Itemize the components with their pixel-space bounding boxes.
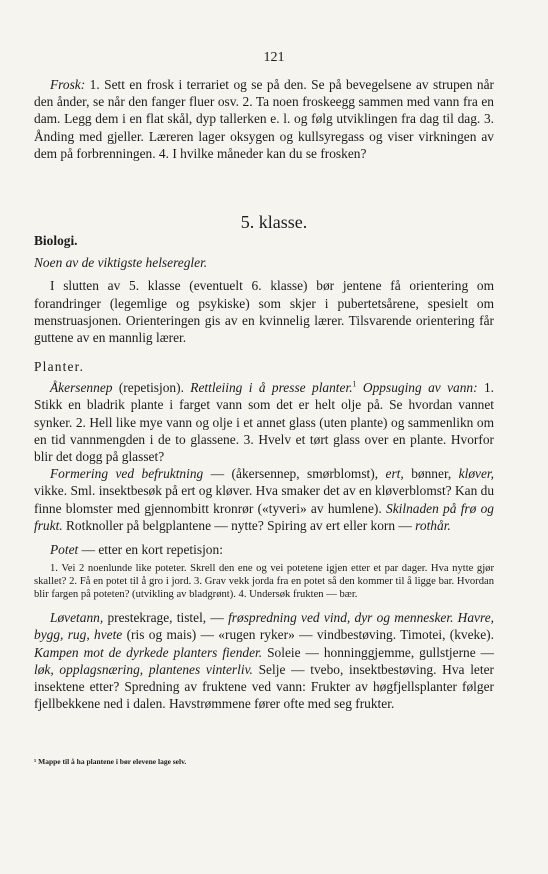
akersennep-term: Åkersennep	[50, 380, 113, 396]
potet-paragraph	[34, 541, 494, 558]
akersennep-text-1: (repetisjon).	[112, 380, 191, 396]
lovetann-text-1: prestekrage, tistel, —	[103, 610, 229, 626]
lovetann-text-2: (ris og mais) — «rugen ryker» — vindbestøving. Timotei, (kveke).	[122, 627, 494, 643]
footnote-ref: 1	[352, 379, 357, 389]
formering-paragraph	[34, 465, 494, 534]
akersennep-paragraph	[34, 379, 494, 465]
planter-heading: Planter.	[34, 359, 85, 374]
oppsuging-term: Oppsuging av vann:	[356, 380, 478, 396]
kampen-term: Kampen mot de dyrkede planters fiender.	[34, 644, 263, 660]
lok-term: løk, opplagsnæring, plantenes vinterliv.	[34, 661, 253, 677]
lovetann-paragraph	[34, 609, 494, 712]
frosk-label: Frosk:	[50, 77, 86, 92]
klover-term: kløver,	[458, 466, 494, 482]
frosk-paragraph	[34, 76, 494, 162]
formering-text-1: — (åkersennep, smørblomst),	[203, 466, 386, 482]
rettleiing-term: Rettleiing i å presse planter.	[190, 380, 353, 396]
formering-text-4: Rotknoller på belgplantene — nytte? Spiring av ert eller korn —	[62, 517, 416, 533]
helse-heading: Noen av de viktigste helseregler.	[34, 255, 208, 271]
formering-text-3: vikke. Sml. insektbesøk på ert og kløver. Hva smaker det av en kløverblomst? Kan du finne blomster med gjennombitt kronrør («tyveri» av humlene).	[34, 483, 495, 516]
lovetann-term: Løvetann,	[50, 610, 104, 626]
akersennep-text-2: 1. Stikk en bladrik plante i farget vann som det er helt olje på. Se hvordan vannet synker. 2. Hell like mye vann og olje i et annet glass (uten plante) og sammenlikn om en tid vannmengden i de to glassene. 3. Hvelv et tørt glass over en plante. Hvorfor blir det dogg på glasset?	[34, 380, 494, 465]
section-title: 5. klasse.	[240, 212, 308, 232]
frosk-text: 1. Sett en frosk i terrariet og se på den. Se på bevegelsene av strupen når den ånder, se når den fanger fluer osv. 2. Ta noen froskeegg sammen med vann fra en dam. Legg dem i en flat skål, dyp tallerken e. l. og følg utviklingen fra dag til dag. 3. Ånding med gjeller. Læreren lager oksygen og kullsyregass og viser virkningen av dem på forbrenningen. 4. I hvilke måneder kan du se frosken?	[34, 77, 494, 161]
formering-term: Formering ved befruktning	[50, 466, 204, 482]
lovetann-text-4: Selje — tvebo, insektbestøving. Hva leter insektene etter? Spredning av fruktene ved vann: Frukter av høgfjellsplanter følger fjellbekkene ned i dalen. Havstrømmene fører ofte med seg frukter.	[34, 661, 495, 712]
page-number: 121	[263, 50, 285, 65]
planter-block	[34, 358, 494, 712]
lovetann-text-3: Soleie — honninggjemme, gullstjerne —	[262, 644, 495, 660]
skilnaden-term: Skilnaden på frø og frukt.	[34, 500, 494, 533]
helse-text: I slutten av 5. klasse (eventuelt 6. klasse) bør jentene få orientering om forandringer (legemlige og psykiske) som skjer i pubertetsårene, spesielt om menstruasjonen. Orienteringen gis av en kvinnelig lærer. Tilsvarende orientering får guttene av en mannlig lærer.	[34, 278, 494, 346]
rothar-term: rothår.	[415, 517, 451, 533]
frospredning-term: frøspredning ved vind, dyr og mennesker. Havre, bygg, rug, hvete	[34, 610, 494, 643]
biologi-block	[34, 232, 494, 346]
potet-list: 1. Vei 2 noenlunde like poteter. Skrell den ene og vei potetene igjen etter et par dager. Hva nytte gjør skallet? 2. Få en potet til å gro i jord. 3. Grav vekk jorda fra en potet så den kommer til å ligge bar. Hvordan blir fargen på poteten? (utvikling av bladgrønt). 4. Undersøk frukten — bær.	[34, 563, 494, 601]
potet-text: — etter en kort repetisjon:	[78, 542, 223, 558]
footnote: ¹ Mappe til å ha plantene i bør elevene lage selv.	[34, 757, 187, 766]
potet-term: Potet	[50, 542, 79, 558]
biologi-heading: Biologi.	[34, 233, 78, 248]
ert-term: ert,	[385, 466, 404, 482]
formering-text-2: bønner,	[403, 466, 459, 482]
